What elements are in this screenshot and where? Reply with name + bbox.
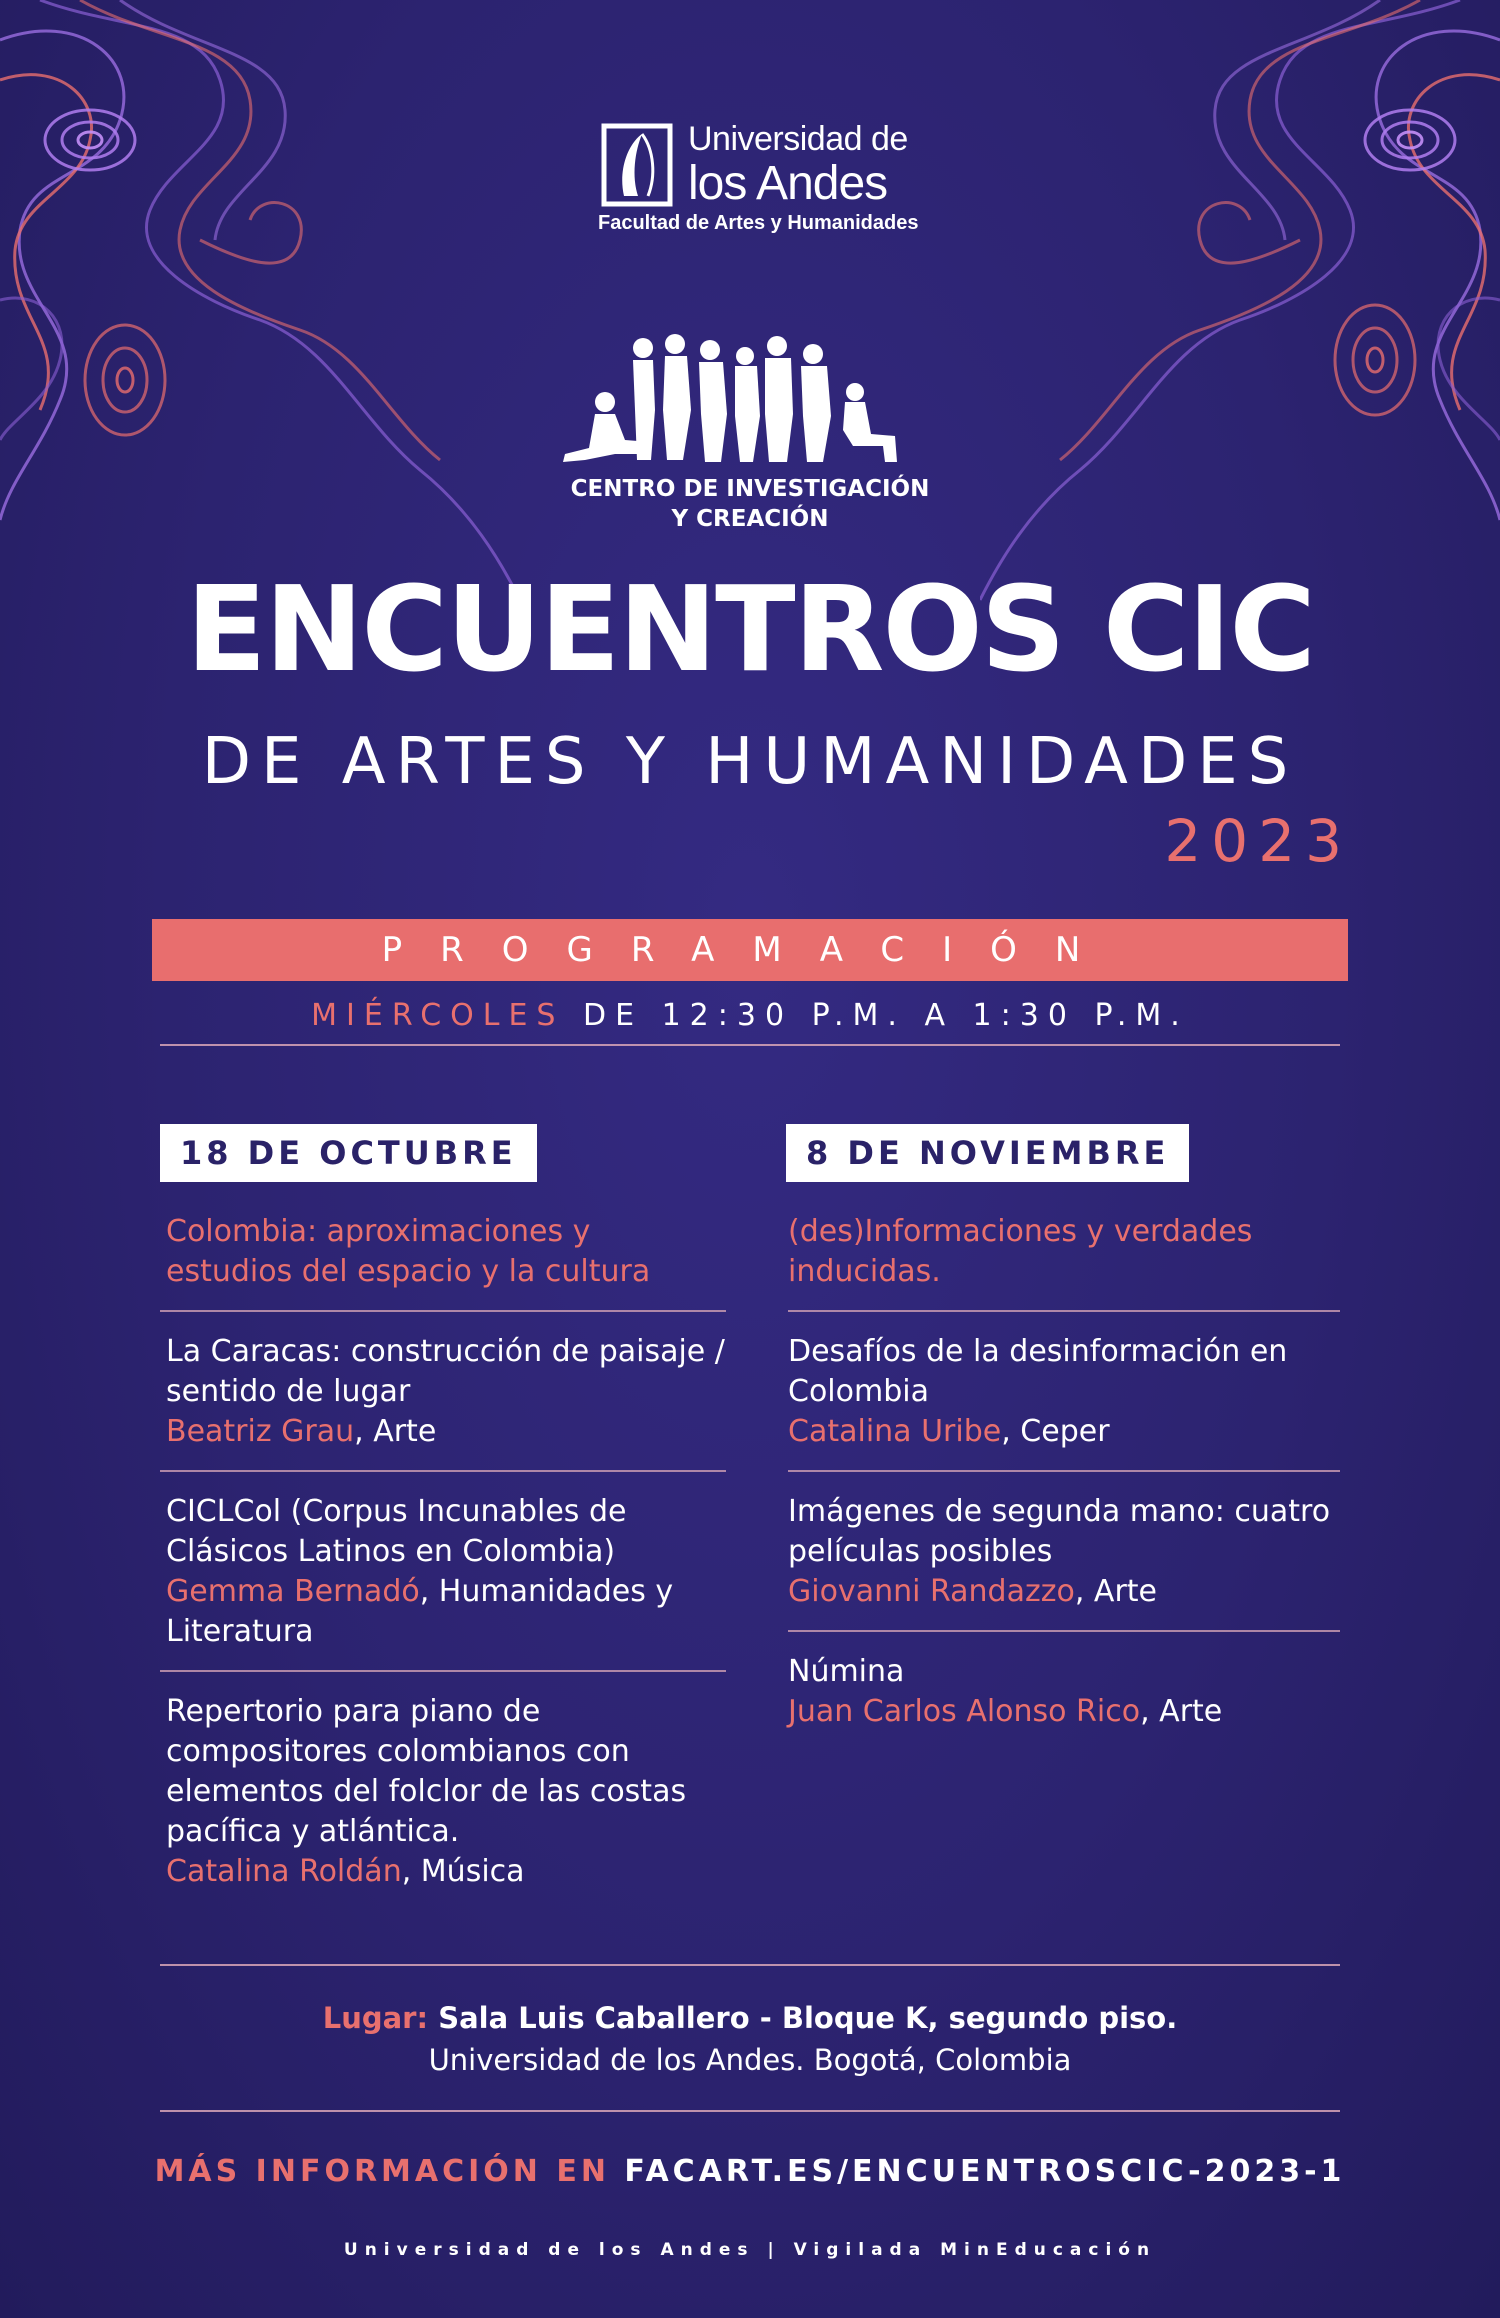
date-box-left: 18 DE OCTUBRE bbox=[160, 1124, 537, 1182]
topographic-decoration-right bbox=[980, 0, 1500, 640]
speaker-name: Beatriz Grau bbox=[166, 1414, 355, 1449]
divider bbox=[160, 1964, 1340, 1966]
faculty-name: Facultad de Artes y Humanidades bbox=[598, 212, 919, 234]
university-name-line1: Universidad de bbox=[688, 120, 908, 158]
speaker-name: Juan Carlos Alonso Rico bbox=[788, 1694, 1141, 1729]
university-name-line2: los Andes bbox=[688, 157, 888, 210]
talk-speaker bbox=[166, 1412, 726, 1452]
talk-entry bbox=[788, 1652, 1340, 1732]
talk-entry bbox=[166, 1492, 726, 1652]
university-crest-icon bbox=[598, 120, 676, 210]
year: 2023 bbox=[1164, 807, 1352, 875]
programacion-banner bbox=[152, 919, 1348, 981]
more-info-url[interactable]: FACART.ES/ENCUENTROSCIC-2023-1 bbox=[624, 2154, 1346, 2189]
schedule-line bbox=[0, 998, 1500, 1033]
main-title: ENCUENTROS CIC bbox=[186, 560, 1314, 698]
divider bbox=[160, 1670, 726, 1672]
topographic-decoration-left bbox=[0, 0, 520, 640]
talk-speaker bbox=[166, 1852, 726, 1892]
schedule-time: DE 12:30 P.M. A 1:30 P.M. bbox=[564, 998, 1189, 1033]
subtitle: DE ARTES Y HUMANIDADES bbox=[201, 725, 1299, 799]
program-column-right bbox=[788, 1212, 1340, 1732]
talk-speaker bbox=[166, 1572, 726, 1652]
footer: Universidad de los Andes | Vigilada MinEducación bbox=[343, 2240, 1157, 2260]
talk-entry bbox=[788, 1492, 1340, 1612]
university-logo bbox=[598, 112, 919, 242]
speaker-name: Gemma Bernadó bbox=[166, 1574, 420, 1609]
speaker-name: Catalina Uribe bbox=[788, 1414, 1002, 1449]
speaker-dept: , Música bbox=[401, 1854, 525, 1889]
talk-title: La Caracas: construcción de paisaje / sentido de lugar bbox=[166, 1334, 725, 1409]
talk-title: Repertorio para piano de compositores colombianos con elementos del folclor de las costas pacífica y atlántica. bbox=[166, 1694, 687, 1849]
cic-name-line1: CENTRO DE INVESTIGACIÓN bbox=[570, 476, 930, 502]
more-info-line bbox=[0, 2154, 1500, 2189]
talk-entry bbox=[166, 1332, 726, 1452]
divider bbox=[160, 2110, 1340, 2112]
divider bbox=[788, 1310, 1340, 1312]
program-column-left bbox=[166, 1212, 726, 1892]
talk-speaker bbox=[788, 1412, 1340, 1452]
venue-city: Universidad de los Andes. Bogotá, Colombia bbox=[428, 2043, 1072, 2077]
talk-speaker bbox=[788, 1572, 1340, 1612]
speaker-name: Catalina Roldán bbox=[166, 1854, 402, 1889]
divider bbox=[160, 1470, 726, 1472]
talk-entry bbox=[788, 1332, 1340, 1452]
divider bbox=[788, 1630, 1340, 1632]
date-box-right: 8 DE NOVIEMBRE bbox=[786, 1124, 1189, 1182]
schedule-day: MIÉRCOLES bbox=[311, 998, 565, 1033]
divider bbox=[160, 1310, 726, 1312]
talk-speaker bbox=[788, 1692, 1340, 1732]
session-theme: Colombia: aproximaciones y estudios del espacio y la cultura bbox=[166, 1214, 651, 1289]
session-theme: (des)Informaciones y verdades inducidas. bbox=[788, 1214, 1253, 1289]
speaker-dept: , Arte bbox=[354, 1414, 437, 1449]
speaker-name: Giovanni Randazzo bbox=[788, 1574, 1075, 1609]
more-info-label: MÁS INFORMACIÓN EN bbox=[154, 2154, 625, 2189]
speaker-dept: , Arte bbox=[1140, 1694, 1223, 1729]
speaker-dept: , Humanidades y Literatura bbox=[166, 1574, 674, 1649]
speaker-dept: , Arte bbox=[1074, 1574, 1157, 1609]
talk-title: Desafíos de la desinformación en Colombia bbox=[788, 1334, 1288, 1409]
venue-line bbox=[0, 1998, 1500, 2038]
divider bbox=[788, 1470, 1340, 1472]
cic-name-line2: Y CREACIÓN bbox=[671, 506, 829, 532]
divider bbox=[160, 1044, 1340, 1046]
talk-title: CICLCol (Corpus Incunables de Clásicos Latinos en Colombia) bbox=[166, 1494, 627, 1569]
talk-title: Imágenes de segunda mano: cuatro películas posibles bbox=[788, 1494, 1331, 1569]
talk-entry bbox=[166, 1692, 726, 1892]
venue-place: Sala Luis Caballero - Bloque K, segundo piso. bbox=[428, 2001, 1178, 2035]
people-silhouettes-icon bbox=[555, 330, 945, 470]
cic-logo bbox=[555, 330, 945, 540]
talk-title: Númina bbox=[788, 1654, 905, 1689]
programacion-label: PROGRAMACIÓN bbox=[381, 930, 1119, 970]
venue-label: Lugar: bbox=[322, 2001, 429, 2035]
speaker-dept: , Ceper bbox=[1001, 1414, 1110, 1449]
